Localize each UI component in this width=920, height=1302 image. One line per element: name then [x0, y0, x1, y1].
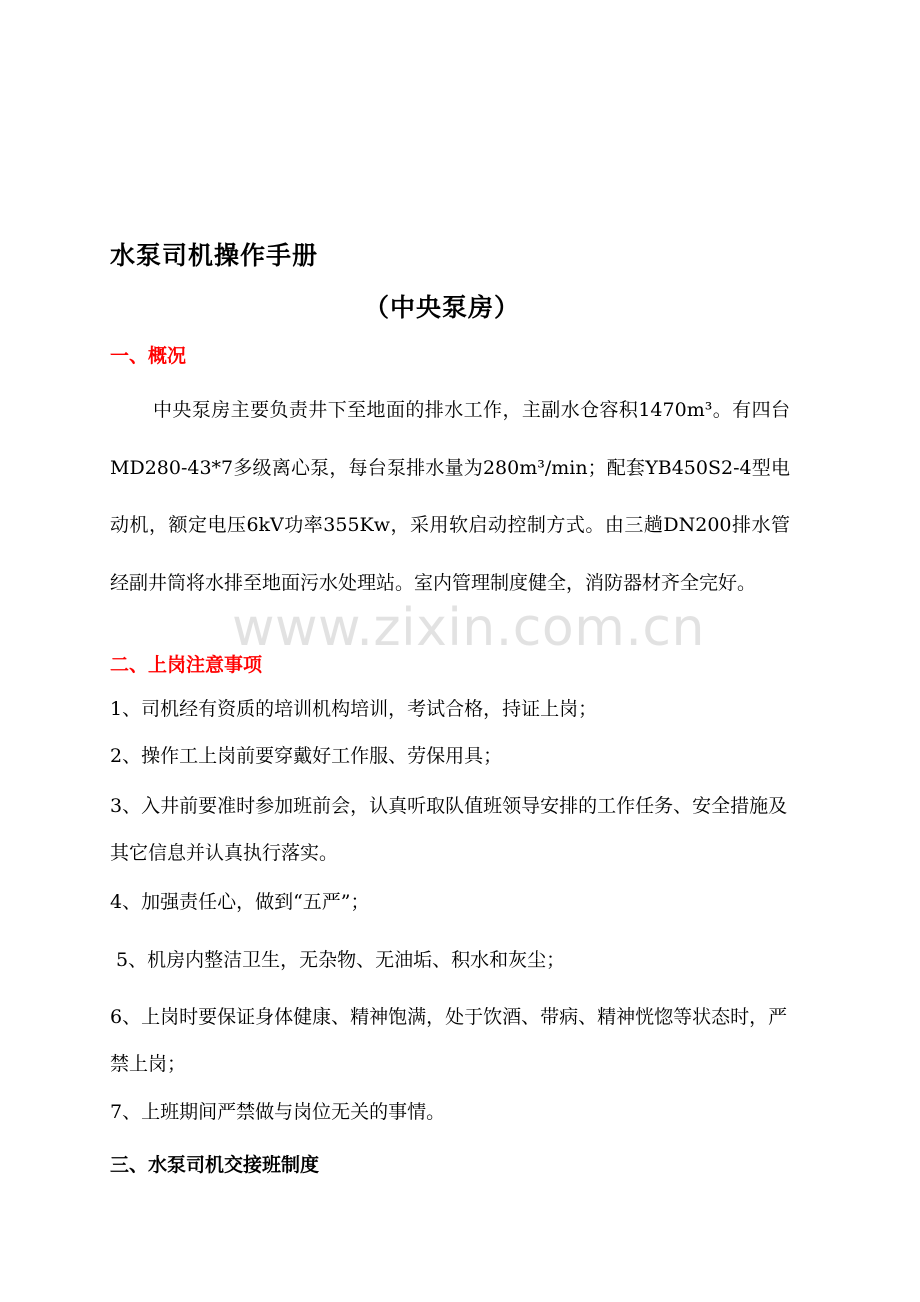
list-item: 7、上班期间严禁做与岗位无关的事情。: [110, 1101, 446, 1123]
list-item: 6、上岗时要保证身体健康、精神饱满，处于饮酒、带病、精神恍惚等状态时，严禁上岗；: [110, 1006, 788, 1075]
page-subtitle: （中央泵房）: [364, 293, 521, 322]
section-heading-precautions: 二、上岗注意事项: [110, 654, 263, 676]
overview-paragraph: 中央泵房主要负责井下至地面的排水工作，主副水仓容积1470m³。有四台MD280-43*7多级离心泵，每台泵排水量为280m³/min；配套YB450S2-4型电动机，额定电压6kV功率355Kw，采用软启动控制方式。由三趟DN200排水管经副井筒将水排至地面污水处理站。室内管理制度健全，消防器材齐全完好。: [110, 399, 790, 594]
section-heading-handover: 三、水泵司机交接班制度: [110, 1154, 320, 1176]
section-heading-overview: 一、概况: [110, 345, 187, 367]
list-item: 2、操作工上岗前要穿戴好工作服、劳保用具；: [110, 745, 503, 767]
list-item: 3、入井前要准时参加班前会，认真听取队值班领导安排的工作任务、安全措施及其它信息并认真执行落实。: [110, 795, 788, 864]
page-title: 水泵司机操作手册: [110, 241, 319, 270]
list-item: 1、司机经有资质的培训机构培训，考试合格，持证上岗；: [110, 698, 598, 720]
list-item: 4、加强责任心，做到“五严”；: [110, 891, 370, 913]
watermark: www.zixin.com.cn: [232, 598, 705, 658]
list-item: 5、机房内整洁卫生，无杂物、无油垢、积水和灰尘；: [110, 949, 566, 971]
